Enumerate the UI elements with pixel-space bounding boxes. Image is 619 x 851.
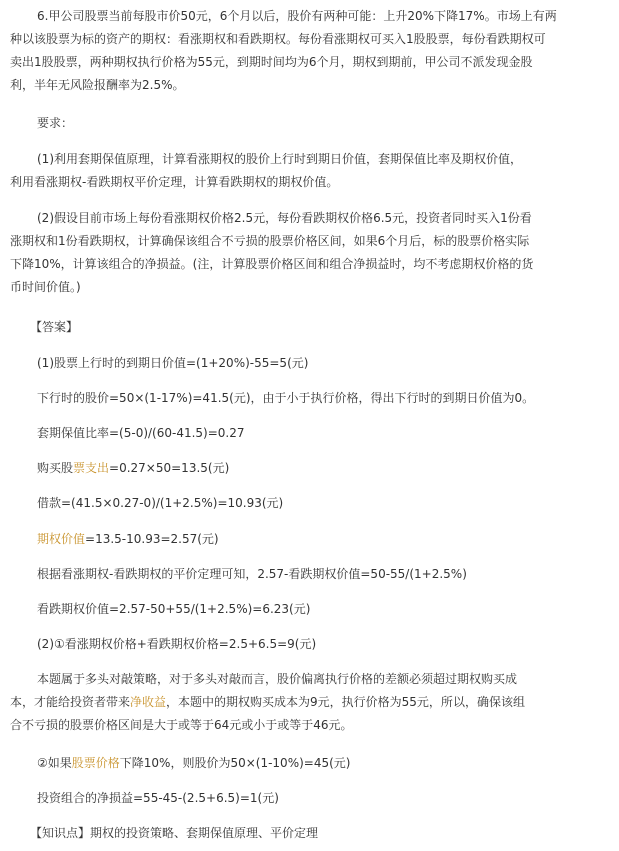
question-line: 6.甲公司股票当前每股市价50元，6个月以后，股价有两种可能：上升20%下降17%。市场上有两 [37, 9, 557, 23]
requirement-2-line: 涨期权和1份看跌期权，计算确保该组合不亏损的股票价格区间，如果6个月后，标的股票价格实际 [10, 234, 530, 248]
answer-text: 购买股 [37, 461, 74, 475]
answer-text: =13.5-10.93=2.57(元) [85, 532, 219, 546]
answer-step-6 [37, 528, 219, 551]
answer-step-1: (1)股票上行时的到期日价值=(1+20%)-55=5(元) [37, 356, 309, 370]
answer-text: ，本题中的期权购买成本为9元，执行价格为55元，所以，确保该组 [166, 695, 525, 709]
answer-step-2: 下行时的股价=50×(1-17%)=41.5(元)，由于小于执行价格，得出下行时的到期日价值为0。 [37, 391, 535, 405]
requirement-1 [10, 148, 523, 194]
answer-step-7: 根据看涨期权-看跌期权的平价定理可知，2.57-看跌期权价值=50-55/(1+2.5%) [37, 567, 467, 581]
requirement-2-line: (2)假设目前市场上每份看涨期权价格2.5元，每份看跌期权价格6.5元，投资者同时买入1份看 [37, 211, 532, 225]
requirement-1-line: 利用看涨期权-看跌期权平价定理，计算看跌期权的期权价值。 [10, 175, 339, 189]
knowledge-points: 【知识点】期权的投资策略、套期保值原理、平价定理 [30, 826, 319, 840]
requirement-1-line: (1)利用套期保值原理，计算看涨期权的股价上行时到期日价值，套期保值比率及期权价值， [37, 152, 523, 166]
answer-step-3: 套期保值比率=(5-0)/(60-41.5)=0.27 [37, 426, 245, 440]
answer-text: ②如果 [37, 756, 72, 770]
question-line: 种以该股票为标的资产的期权：看涨期权和看跌期权。每份看涨期权可买入1股股票，每份看跌期权可 [10, 32, 546, 46]
answer-step-11 [37, 752, 350, 775]
answer-text: 本，才能给投资者带来 [10, 695, 131, 709]
answer-step-4 [37, 457, 229, 480]
highlighted-term: 票支出 [73, 461, 110, 475]
answer-line [10, 691, 525, 714]
answer-step-8: 看跌期权价值=2.57-50+55/(1+2.5%)=6.23(元) [37, 602, 311, 616]
requirements-heading: 要求： [37, 116, 74, 130]
answer-line: 本题属于多头对敲策略，对于多头对敲而言，股价偏离执行价格的差额必须超过期权购买成 [37, 672, 518, 686]
answer-text: 下降10%，则股价为50×(1-10%)=45(元) [119, 756, 351, 770]
highlighted-term: 净收益 [130, 695, 167, 709]
highlighted-term: 股票价格 [71, 756, 120, 770]
question-line: 卖出1股股票，两种期权执行价格为55元，到期时间均为6个月，期权到期前，甲公司不派发现金股 [10, 55, 533, 69]
answer-step-5: 借款=(41.5×0.27-0)/(1+2.5%)=10.93(元) [37, 496, 284, 510]
answer-line: 合不亏损的股票价格区间是大于或等于64元或小于或等于46元。 [10, 718, 353, 732]
answer-heading: 【答案】 [30, 320, 79, 334]
requirement-2 [10, 207, 534, 299]
requirement-2-line: 币时间价值。) [10, 280, 81, 294]
answer-step-10 [10, 668, 525, 737]
requirement-2-line: 下降10%，计算该组合的净损益。(注，计算股票价格区间和组合净损益时，均不考虑期权价格的货 [10, 257, 534, 271]
answer-text: =0.27×50=13.5(元) [109, 461, 230, 475]
answer-step-9: (2)①看涨期权价格+看跌期权价格=2.5+6.5=9(元) [37, 637, 317, 651]
answer-step-12: 投资组合的净损益=55-45-(2.5+6.5)=1(元) [37, 791, 279, 805]
question-paragraph [10, 5, 557, 97]
highlighted-term: 期权价值 [37, 532, 86, 546]
question-line: 利，半年无风险报酬率为2.5%。 [10, 78, 185, 92]
